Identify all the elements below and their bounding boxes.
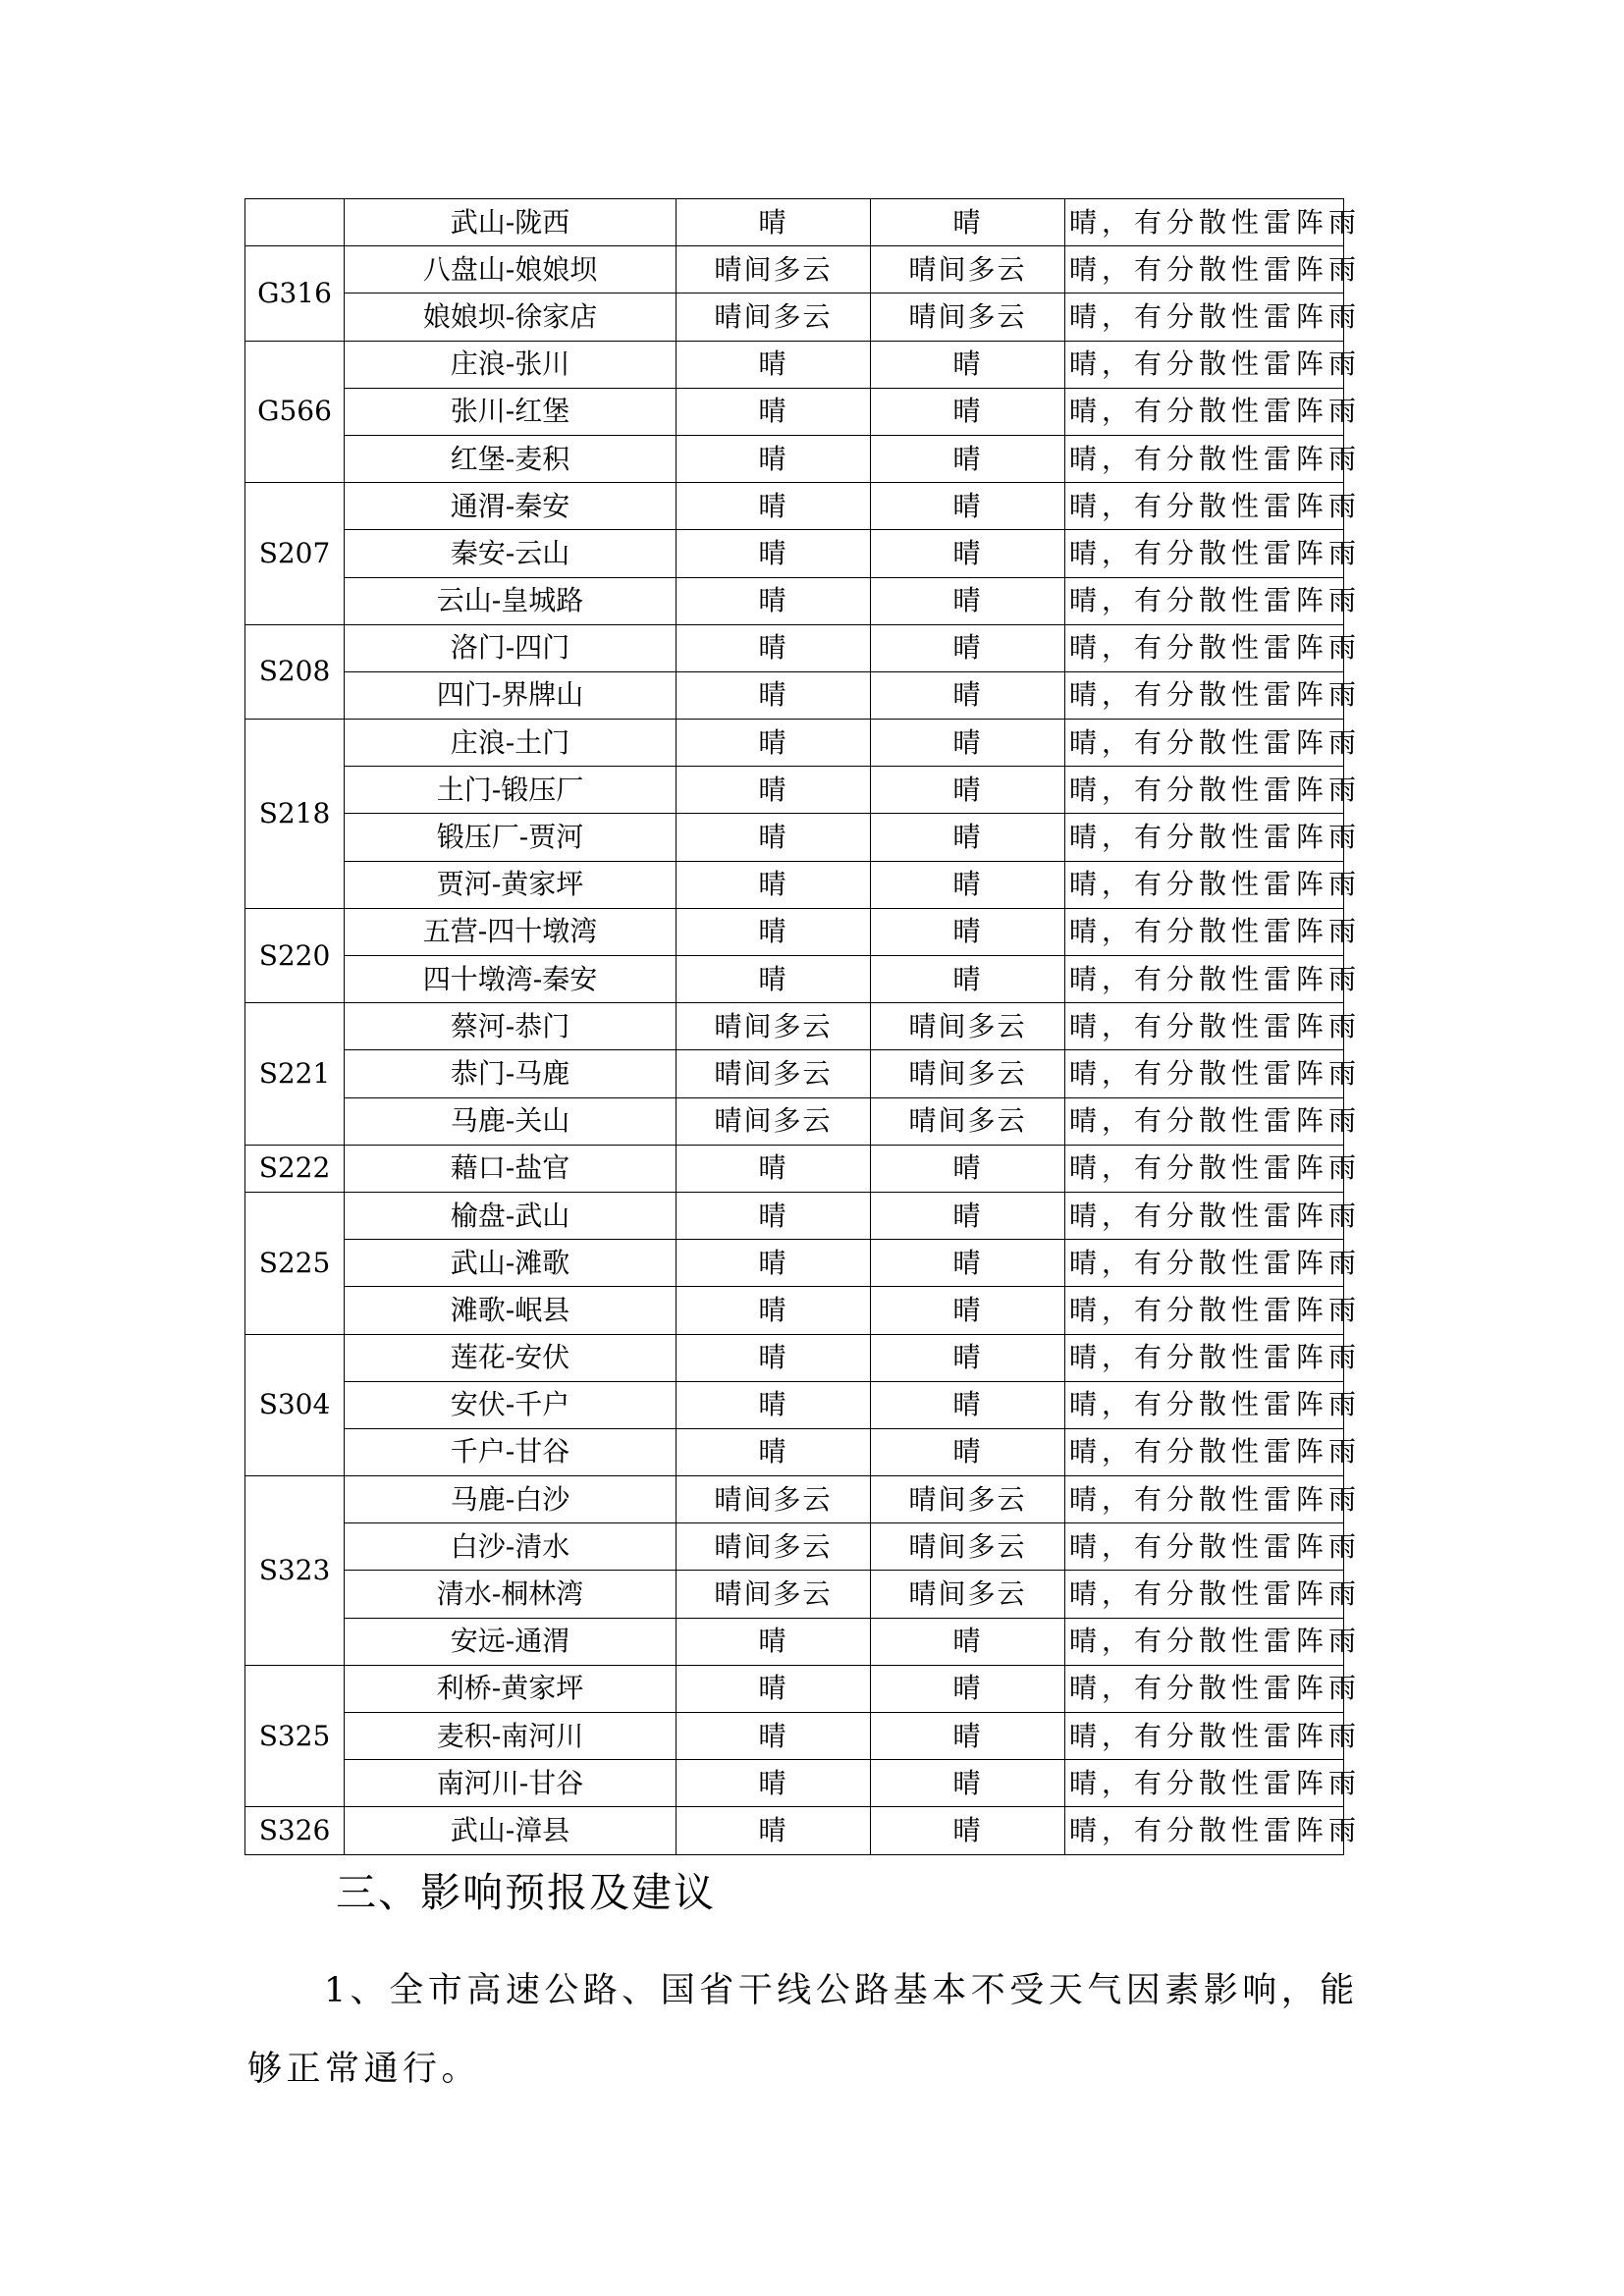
night-weather-cell: 晴 [871,388,1065,435]
advice-paragraph: 1、全市高速公路、国省干线公路基本不受天气因素影响，能够正常通行。 [247,1971,1359,2089]
night-weather-cell: 晴 [871,1618,1065,1665]
road-code-cell: S220 [245,908,345,1002]
segment-cell: 红堡-麦积 [345,435,677,482]
table-row [245,1713,1344,1760]
night-weather-cell: 晴 [871,1807,1065,1854]
night-weather-cell: 晴 [871,1428,1065,1475]
table-row [245,1334,1344,1381]
segment-cell: 恭门-马鹿 [345,1050,677,1097]
road-code-cell: S225 [245,1192,345,1334]
table-row [245,435,1344,482]
table-row [245,294,1344,341]
segment-cell: 藉口-盐官 [345,1145,677,1192]
table-row [245,861,1344,908]
day-weather-cell: 晴 [677,956,871,1003]
day-weather-cell: 晴 [677,1192,871,1239]
day-weather-cell: 晴 [677,1665,871,1712]
table-row [245,767,1344,814]
night-weather-cell: 晴 [871,1760,1065,1807]
table-row [245,720,1344,767]
night-weather-cell: 晴 [871,767,1065,814]
segment-cell: 庄浪-张川 [345,341,677,388]
segment-cell: 娘娘坝-徐家店 [345,294,677,341]
table-row [245,1665,1344,1712]
night-weather-cell: 晴 [871,483,1065,530]
table-row [245,624,1344,671]
remark-cell: 晴，有分散性雷阵雨 [1065,1287,1344,1334]
night-weather-cell: 晴 [871,341,1065,388]
table-row [245,246,1344,294]
remark-cell: 晴，有分散性雷阵雨 [1065,530,1344,577]
table-row [245,1097,1344,1145]
night-weather-cell: 晴 [871,530,1065,577]
day-weather-cell: 晴间多云 [677,246,871,294]
night-weather-cell: 晴间多云 [871,1050,1065,1097]
table-row [245,1476,1344,1523]
night-weather-cell: 晴 [871,1287,1065,1334]
night-weather-cell: 晴 [871,671,1065,719]
segment-cell: 秦安-云山 [345,530,677,577]
remark-cell: 晴，有分散性雷阵雨 [1065,908,1344,955]
remark-cell: 晴，有分散性雷阵雨 [1065,624,1344,671]
day-weather-cell: 晴 [677,199,871,246]
night-weather-cell: 晴 [871,720,1065,767]
segment-cell: 土门-锻压厂 [345,767,677,814]
night-weather-cell: 晴 [871,1713,1065,1760]
remark-cell: 晴，有分散性雷阵雨 [1065,1807,1344,1854]
remark-cell: 晴，有分散性雷阵雨 [1065,1381,1344,1428]
remark-cell: 晴，有分散性雷阵雨 [1065,1097,1344,1145]
table-row [245,577,1344,624]
night-weather-cell: 晴 [871,1334,1065,1381]
segment-cell: 张川-红堡 [345,388,677,435]
segment-cell: 锻压厂-贾河 [345,814,677,861]
table-row [245,1523,1344,1571]
remark-cell: 晴，有分散性雷阵雨 [1065,814,1344,861]
day-weather-cell: 晴 [677,1381,871,1428]
remark-cell: 晴，有分散性雷阵雨 [1065,388,1344,435]
remark-cell: 晴，有分散性雷阵雨 [1065,1476,1344,1523]
day-weather-cell: 晴 [677,530,871,577]
table-body [245,199,1362,1855]
night-weather-cell: 晴 [871,1240,1065,1287]
table-row [245,388,1344,435]
segment-cell: 五营-四十墩湾 [345,908,677,955]
day-weather-cell: 晴 [677,908,871,955]
remark-cell: 晴，有分散性雷阵雨 [1065,1713,1344,1760]
remark-cell: 晴，有分散性雷阵雨 [1065,246,1344,294]
table-row [245,956,1344,1003]
night-weather-cell: 晴间多云 [871,294,1065,341]
segment-cell: 武山-漳县 [345,1807,677,1854]
segment-cell: 莲花-安伏 [345,1334,677,1381]
remark-cell: 晴，有分散性雷阵雨 [1065,720,1344,767]
weather-forecast-table [244,198,1362,1855]
segment-cell: 南河川-甘谷 [345,1760,677,1807]
night-weather-cell: 晴 [871,1145,1065,1192]
day-weather-cell: 晴 [677,767,871,814]
segment-cell: 武山-滩歌 [345,1240,677,1287]
night-weather-cell: 晴间多云 [871,1523,1065,1571]
day-weather-cell: 晴间多云 [677,1523,871,1571]
segment-cell: 马鹿-关山 [345,1097,677,1145]
night-weather-cell: 晴间多云 [871,1097,1065,1145]
table-row [245,1145,1344,1192]
day-weather-cell: 晴 [677,1334,871,1381]
segment-cell: 通渭-秦安 [345,483,677,530]
day-weather-cell: 晴间多云 [677,1003,871,1050]
table-row [245,1240,1344,1287]
night-weather-cell: 晴 [871,624,1065,671]
segment-cell: 白沙-清水 [345,1523,677,1571]
night-weather-cell: 晴间多云 [871,1571,1065,1618]
day-weather-cell: 晴 [677,671,871,719]
segment-cell: 贾河-黄家坪 [345,861,677,908]
night-weather-cell: 晴 [871,577,1065,624]
remark-cell: 晴，有分散性雷阵雨 [1065,1192,1344,1239]
table-row [245,341,1344,388]
segment-cell: 利桥-黄家坪 [345,1665,677,1712]
road-code-cell: G566 [245,341,345,483]
road-code-cell: S222 [245,1145,345,1192]
day-weather-cell: 晴 [677,1145,871,1192]
segment-cell: 清水-桐林湾 [345,1571,677,1618]
day-weather-cell: 晴 [677,861,871,908]
segment-cell: 马鹿-白沙 [345,1476,677,1523]
table-row [245,1287,1344,1334]
road-code-cell: G316 [245,246,345,341]
remark-cell: 晴，有分散性雷阵雨 [1065,1618,1344,1665]
night-weather-cell: 晴 [871,199,1065,246]
segment-cell: 云山-皇城路 [345,577,677,624]
night-weather-cell: 晴 [871,1381,1065,1428]
remark-cell: 晴，有分散性雷阵雨 [1065,341,1344,388]
day-weather-cell: 晴间多云 [677,1050,871,1097]
day-weather-cell: 晴间多云 [677,1097,871,1145]
road-code-cell: S304 [245,1334,345,1476]
segment-cell: 庄浪-土门 [345,720,677,767]
remark-cell: 晴，有分散性雷阵雨 [1065,1665,1344,1712]
remark-cell: 晴，有分散性雷阵雨 [1065,1428,1344,1475]
night-weather-cell: 晴间多云 [871,1003,1065,1050]
remark-cell: 晴，有分散性雷阵雨 [1065,483,1344,530]
segment-cell: 洛门-四门 [345,624,677,671]
day-weather-cell: 晴 [677,577,871,624]
night-weather-cell: 晴 [871,1192,1065,1239]
day-weather-cell: 晴 [677,1240,871,1287]
table-row [245,814,1344,861]
day-weather-cell: 晴 [677,388,871,435]
table-row [245,530,1344,577]
road-code-cell: S325 [245,1665,345,1807]
day-weather-cell: 晴 [677,814,871,861]
remark-cell: 晴，有分散性雷阵雨 [1065,577,1344,624]
road-code-cell: S207 [245,483,345,625]
segment-cell: 四门-界牌山 [345,671,677,719]
night-weather-cell: 晴 [871,1665,1065,1712]
road-code-cell: S323 [245,1476,345,1666]
table-row [245,1760,1344,1807]
night-weather-cell: 晴间多云 [871,1476,1065,1523]
table-row [245,1807,1344,1854]
table-row [245,1050,1344,1097]
segment-cell: 滩歌-岷县 [345,1287,677,1334]
remark-cell: 晴，有分散性雷阵雨 [1065,956,1344,1003]
day-weather-cell: 晴间多云 [677,1476,871,1523]
remark-cell: 晴，有分散性雷阵雨 [1065,1523,1344,1571]
day-weather-cell: 晴 [677,720,871,767]
night-weather-cell: 晴 [871,956,1065,1003]
road-code-cell: S326 [245,1807,345,1854]
table-row [245,908,1344,955]
segment-cell: 安远-通渭 [345,1618,677,1665]
remark-cell: 晴，有分散性雷阵雨 [1065,435,1344,482]
table-row [245,483,1344,530]
day-weather-cell: 晴 [677,1807,871,1854]
night-weather-cell: 晴间多云 [871,246,1065,294]
segment-cell: 武山-陇西 [345,199,677,246]
day-weather-cell: 晴 [677,435,871,482]
segment-cell: 千户-甘谷 [345,1428,677,1475]
table-row [245,1428,1344,1475]
segment-cell: 安伏-千户 [345,1381,677,1428]
night-weather-cell: 晴 [871,861,1065,908]
remark-cell: 晴，有分散性雷阵雨 [1065,1240,1344,1287]
day-weather-cell: 晴间多云 [677,294,871,341]
day-weather-cell: 晴 [677,1713,871,1760]
day-weather-cell: 晴间多云 [677,1571,871,1618]
remark-cell: 晴，有分散性雷阵雨 [1065,1760,1344,1807]
table-row [245,1003,1344,1050]
remark-cell: 晴，有分散性雷阵雨 [1065,1571,1344,1618]
remark-cell: 晴，有分散性雷阵雨 [1065,1050,1344,1097]
segment-cell: 蔡河-恭门 [345,1003,677,1050]
table-row [245,1571,1344,1618]
remark-cell: 晴，有分散性雷阵雨 [1065,1003,1344,1050]
remark-cell: 晴，有分散性雷阵雨 [1065,861,1344,908]
road-code-cell [245,199,345,246]
day-weather-cell: 晴 [677,341,871,388]
day-weather-cell: 晴 [677,1760,871,1807]
table-row [245,1381,1344,1428]
day-weather-cell: 晴 [677,1428,871,1475]
remark-cell: 晴，有分散性雷阵雨 [1065,294,1344,341]
day-weather-cell: 晴 [677,1618,871,1665]
night-weather-cell: 晴 [871,908,1065,955]
segment-cell: 四十墩湾-秦安 [345,956,677,1003]
day-weather-cell: 晴 [677,1287,871,1334]
table-row [245,1192,1344,1239]
table-row [245,1618,1344,1665]
table-row [245,199,1344,246]
remark-cell: 晴，有分散性雷阵雨 [1065,199,1344,246]
road-code-cell: S218 [245,720,345,909]
day-weather-cell: 晴 [677,624,871,671]
remark-cell: 晴，有分散性雷阵雨 [1065,767,1344,814]
road-code-cell: S208 [245,624,345,719]
night-weather-cell: 晴 [871,814,1065,861]
segment-cell: 麦积-南河川 [345,1713,677,1760]
table-row [245,671,1344,719]
night-weather-cell: 晴 [871,435,1065,482]
road-code-cell: S221 [245,1003,345,1146]
segment-cell: 八盘山-娘娘坝 [345,246,677,294]
remark-cell: 晴，有分散性雷阵雨 [1065,671,1344,719]
day-weather-cell: 晴 [677,483,871,530]
remark-cell: 晴，有分散性雷阵雨 [1065,1145,1344,1192]
remark-cell: 晴，有分散性雷阵雨 [1065,1334,1344,1381]
section-heading: 三、影响预报及建议 [336,1869,716,1916]
segment-cell: 榆盘-武山 [345,1192,677,1239]
